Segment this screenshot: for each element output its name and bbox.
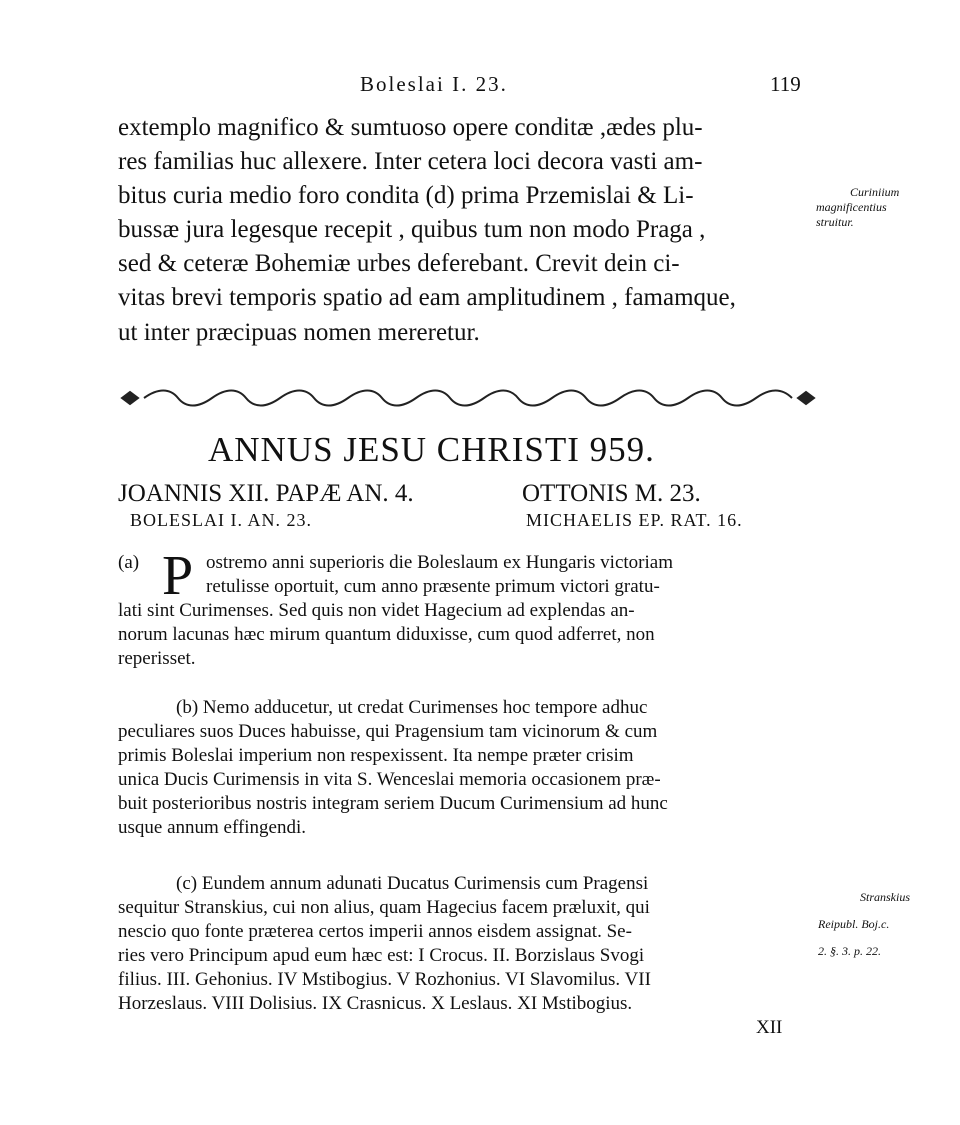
running-header (0, 72, 960, 102)
main-text-line: bitus curia medio foro condita (d) prima Przemislai & Li- (118, 182, 694, 209)
margin-note: 2. §. 3. p. 22. (818, 944, 881, 958)
margin-note: struitur. (816, 215, 854, 229)
reign-duke: BOLESLAI I. AN. 23. (130, 510, 312, 530)
footnote-line: norum lacunas hæc mirum quantum diduxisse, cum quod adferret, non (118, 624, 655, 645)
running-title: Boleslai I. 23. (360, 72, 508, 96)
page-number: 119 (770, 72, 801, 96)
reign-emperor: OTTONIS M. 23. (522, 480, 701, 507)
footnote-line: usque annum effingendi. (118, 817, 307, 838)
margin-note: Reipubl. Boj.c. (818, 917, 890, 931)
footnote-line: ostremo anni superioris die Boleslaum ex Hungaris victoriam (206, 552, 673, 573)
main-text-line: ut inter præcipuas nomen mereretur. (118, 319, 480, 346)
margin-note: Curiniium (850, 185, 900, 199)
margin-note: magnificentius (816, 200, 887, 214)
footnote-line: unica Ducis Curimensis in vita S. Wenceslai memoria occasionem præ- (118, 769, 661, 790)
footnote-line: lati sint Curimenses. Sed quis non videt Hagecium ad explendas an- (118, 600, 635, 621)
ornamental-divider (118, 380, 818, 410)
main-text-line: res familias huc allexere. Inter cetera loci decora vasti am- (118, 148, 703, 175)
footnote-line: filius. III. Gehonius. IV Mstibogius. V Rozhonius. VI Slavomilus. VII (118, 969, 651, 990)
reign-bishop: MICHAELIS EP. RAT. 16. (526, 510, 743, 530)
footnote-line: retulisse oportuit, cum anno præsente primum victori gratu- (206, 576, 660, 597)
footnote-line: primis Boleslai imperium non respexissent. Ita nempe præter crisim (118, 745, 634, 766)
main-text-line: extemplo magnifico & sumtuoso opere conditæ ,ædes plu- (118, 114, 703, 141)
footnote-line: (b) Nemo adducetur, ut credat Curimenses hoc tempore adhuc (176, 697, 648, 718)
footnote-line: peculiares suos Duces habuisse, qui Pragensium tam vicinorum & cum (118, 721, 658, 742)
main-text-line: bussæ jura legesque recepit , quibus tum non modo Praga , (118, 216, 706, 243)
main-text-line: sed & ceteræ Bohemiæ urbes deferebant. Crevit dein ci- (118, 250, 680, 277)
footnote-line: (c) Eundem annum adunati Ducatus Curimensis cum Pragensi (176, 873, 649, 894)
footnote-line: reperisset. (118, 648, 196, 669)
reign-pope: JOANNIS XII. PAPÆ AN. 4. (118, 480, 414, 507)
footnote-line: buit posterioribus nostris integram seriem Ducum Curimensium ad hunc (118, 793, 668, 814)
drop-cap: P (162, 545, 194, 607)
footnote-line: ries vero Principum apud eum hæc est: I Crocus. II. Borzislaus Svogi (118, 945, 645, 966)
catchword: XII (756, 1017, 783, 1038)
footnote-line: nescio quo fonte præterea certos imperii annos eisdem assignat. Se- (118, 921, 632, 942)
main-text-line: vitas brevi temporis spatio ad eam amplitudinem , famamque, (118, 284, 736, 311)
footnote-line: Horzeslaus. VIII Dolisius. IX Crasnicus. X Leslaus. XI Mstibogius. (118, 993, 633, 1014)
footnote-marker: (a) (118, 552, 140, 573)
footnote-line: sequitur Stranskius, cui non alius, quam Hagecius facem præluxit, qui (118, 897, 650, 918)
year-heading: ANNUS JESU CHRISTI 959. (208, 430, 655, 469)
margin-note: Stranskius (860, 890, 911, 904)
